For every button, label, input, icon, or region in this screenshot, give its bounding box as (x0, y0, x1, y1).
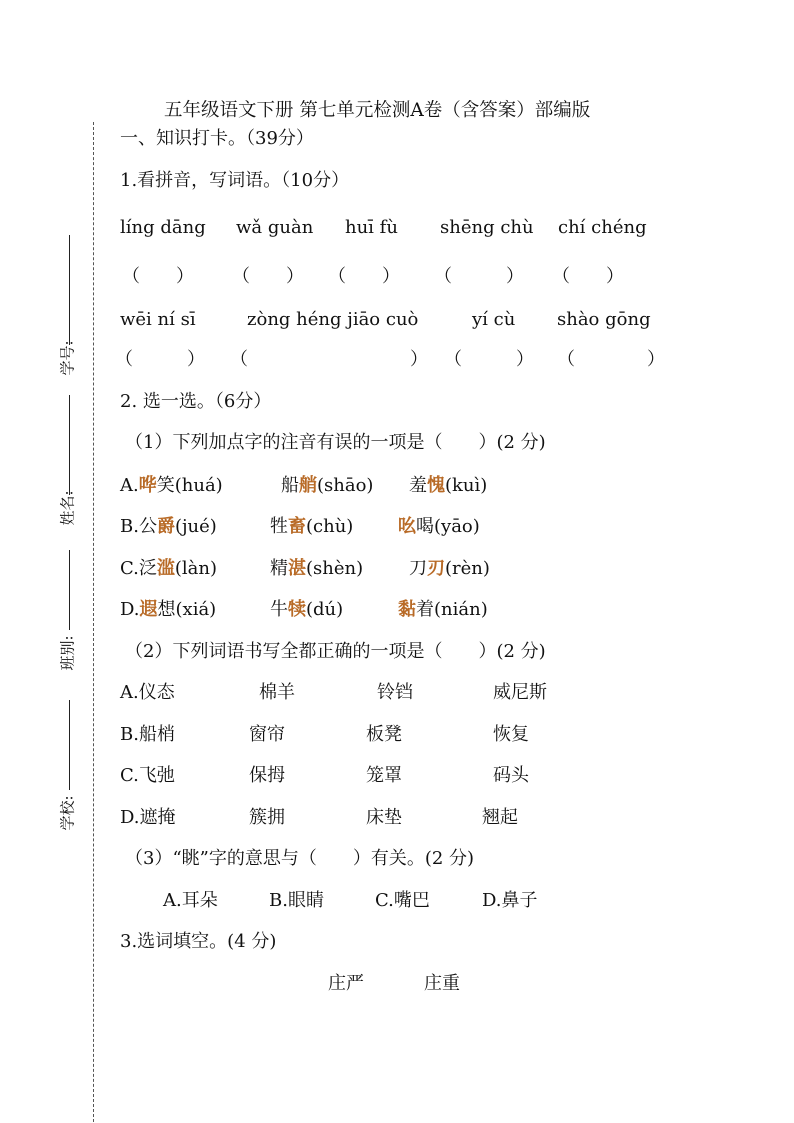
q2-sub2-option-b: B.船梢 (120, 724, 175, 745)
pinyin-7: zòng héng jiāo cuò (247, 309, 419, 330)
q2-sub1-option-b-word-1: B.公爵(jué) (120, 516, 217, 537)
q2-sub1-option-b-word-3: 吆喝(yāo) (398, 516, 480, 537)
q3-word-2: 庄重 (424, 973, 460, 994)
dotted-char: 哗 (138, 475, 157, 496)
school-field[interactable] (52, 695, 82, 840)
q1-heading: 1.看拼音，写词语。（10分） (120, 170, 350, 191)
dotted-char: 艄 (299, 475, 317, 496)
dotted-char: 爵 (156, 516, 175, 537)
class-label: 班别: (58, 635, 77, 671)
answer-bracket-7[interactable]: （ ） (230, 349, 428, 370)
q2-sub1-option-a-word-3: 羞愧(kuì) (409, 475, 488, 496)
section-1-heading: 一、知识打卡。（39分） (120, 128, 314, 149)
q2-sub3-question: （3）“眺”字的意思与（ ）有关。(2 分) (125, 848, 475, 869)
q2-sub2-option-c-word-4: 码头 (493, 765, 529, 786)
answer-bracket-6[interactable]: （ ） (115, 349, 205, 370)
school-underline (69, 700, 70, 790)
dotted-char: 犊 (288, 599, 306, 620)
dotted-char: 滥 (156, 558, 175, 579)
q2-heading: 2. 选一选。（6分） (120, 391, 272, 412)
q3-word-1: 庄严 (328, 973, 364, 994)
answer-bracket-9[interactable]: （ ） (557, 349, 665, 370)
q2-sub1-option-d-word-1: D.遐想(xiá) (120, 599, 217, 620)
q2-sub3-option-d: D.鼻子 (482, 890, 538, 911)
q2-sub2-option-d-word-2: 簇拥 (249, 807, 285, 828)
q2-sub1-option-c-word-3: 刀刃(rèn) (409, 558, 490, 579)
pinyin-2: wǎ guàn (236, 217, 314, 238)
q2-sub2-option-c-word-3: 笼罩 (366, 765, 402, 786)
q2-sub3-option-b: B.眼睛 (269, 890, 324, 911)
q2-sub2-option-a-word-4: 威尼斯 (493, 682, 547, 703)
answer-bracket-8[interactable]: （ ） (444, 349, 534, 370)
pinyin-1: líng dāng (120, 217, 206, 238)
q2-sub2-question: （2）下列词语书写全都正确的一项是（ ）(2 分) (125, 641, 546, 662)
pinyin-6: wēi ní sī (120, 309, 196, 330)
q2-sub3-option-a: A.耳朵 (163, 890, 218, 911)
class-underline (69, 550, 70, 630)
q2-sub2-option-a: A.仪态 (120, 682, 175, 703)
q3-heading: 3.选词填空。(4 分) (120, 931, 277, 952)
school-label: 学校: (58, 795, 77, 831)
q2-sub1-question: （1）下列加点字的注音有误的一项是（ ）(2 分) (125, 432, 546, 453)
class-field[interactable] (52, 545, 82, 690)
student-name-label: 姓名: (58, 490, 77, 526)
dotted-char: 畜 (288, 516, 306, 537)
dotted-char: 遐 (139, 599, 158, 620)
page-title: 五年级语文下册 第七单元检测A卷（含答案）部编版 (164, 100, 591, 121)
q2-sub2-option-c-word-2: 保拇 (249, 765, 285, 786)
answer-bracket-2[interactable]: （ ） (232, 266, 304, 287)
dotted-char: 湛 (288, 558, 306, 579)
q2-sub1-option-d-word-2: 牛犊(dú) (270, 599, 344, 620)
student-name-field[interactable] (52, 390, 82, 535)
q2-sub2-option-d-word-4: 翘起 (482, 807, 518, 828)
q2-sub2-option-b-word-4: 恢复 (493, 724, 529, 745)
student-name-underline (69, 395, 70, 495)
q2-sub1-option-a-word-2: 船艄(shāo) (281, 475, 374, 496)
answer-bracket-1[interactable]: （ ） (122, 266, 194, 287)
q2-sub3-option-c: C.嘴巴 (375, 890, 430, 911)
pinyin-5: chí chéng (558, 217, 647, 238)
student-id-field[interactable] (52, 230, 82, 375)
dotted-char: 愧 (427, 475, 445, 496)
q2-sub2-option-c: C.飞弛 (120, 765, 175, 786)
binding-dashed-line (93, 122, 94, 1122)
q2-sub1-option-a-word-1: A.哗笑(huá) (120, 475, 223, 496)
dotted-char: 黏 (398, 599, 416, 620)
q2-sub2-option-a-word-2: 棉羊 (259, 682, 295, 703)
q2-sub2-option-d-word-3: 床垫 (366, 807, 402, 828)
q2-sub1-option-b-word-2: 牲畜(chù) (270, 516, 354, 537)
dotted-char: 吆 (398, 516, 416, 537)
q2-sub2-option-b-word-3: 板凳 (366, 724, 402, 745)
student-id-label: 学号: (58, 340, 77, 376)
pinyin-9: shào gōng (557, 309, 651, 330)
pinyin-3: huī fù (345, 217, 398, 238)
student-id-underline (69, 235, 70, 345)
pinyin-4: shēng chù (440, 217, 534, 238)
q2-sub2-option-a-word-3: 铃铛 (377, 682, 413, 703)
pinyin-8: yí cù (472, 309, 516, 330)
answer-bracket-3[interactable]: （ ） (328, 266, 400, 287)
q2-sub2-option-b-word-2: 窗帘 (249, 724, 285, 745)
answer-bracket-4[interactable]: （ ） (434, 266, 524, 287)
q2-sub1-option-d-word-3: 黏着(nián) (398, 599, 488, 620)
q2-sub1-option-c-word-1: C.泛滥(làn) (120, 558, 217, 579)
dotted-char: 刃 (427, 558, 445, 579)
answer-bracket-5[interactable]: （ ） (552, 266, 624, 287)
q2-sub2-option-d: D.遮掩 (120, 807, 176, 828)
q2-sub1-option-c-word-2: 精湛(shèn) (270, 558, 364, 579)
